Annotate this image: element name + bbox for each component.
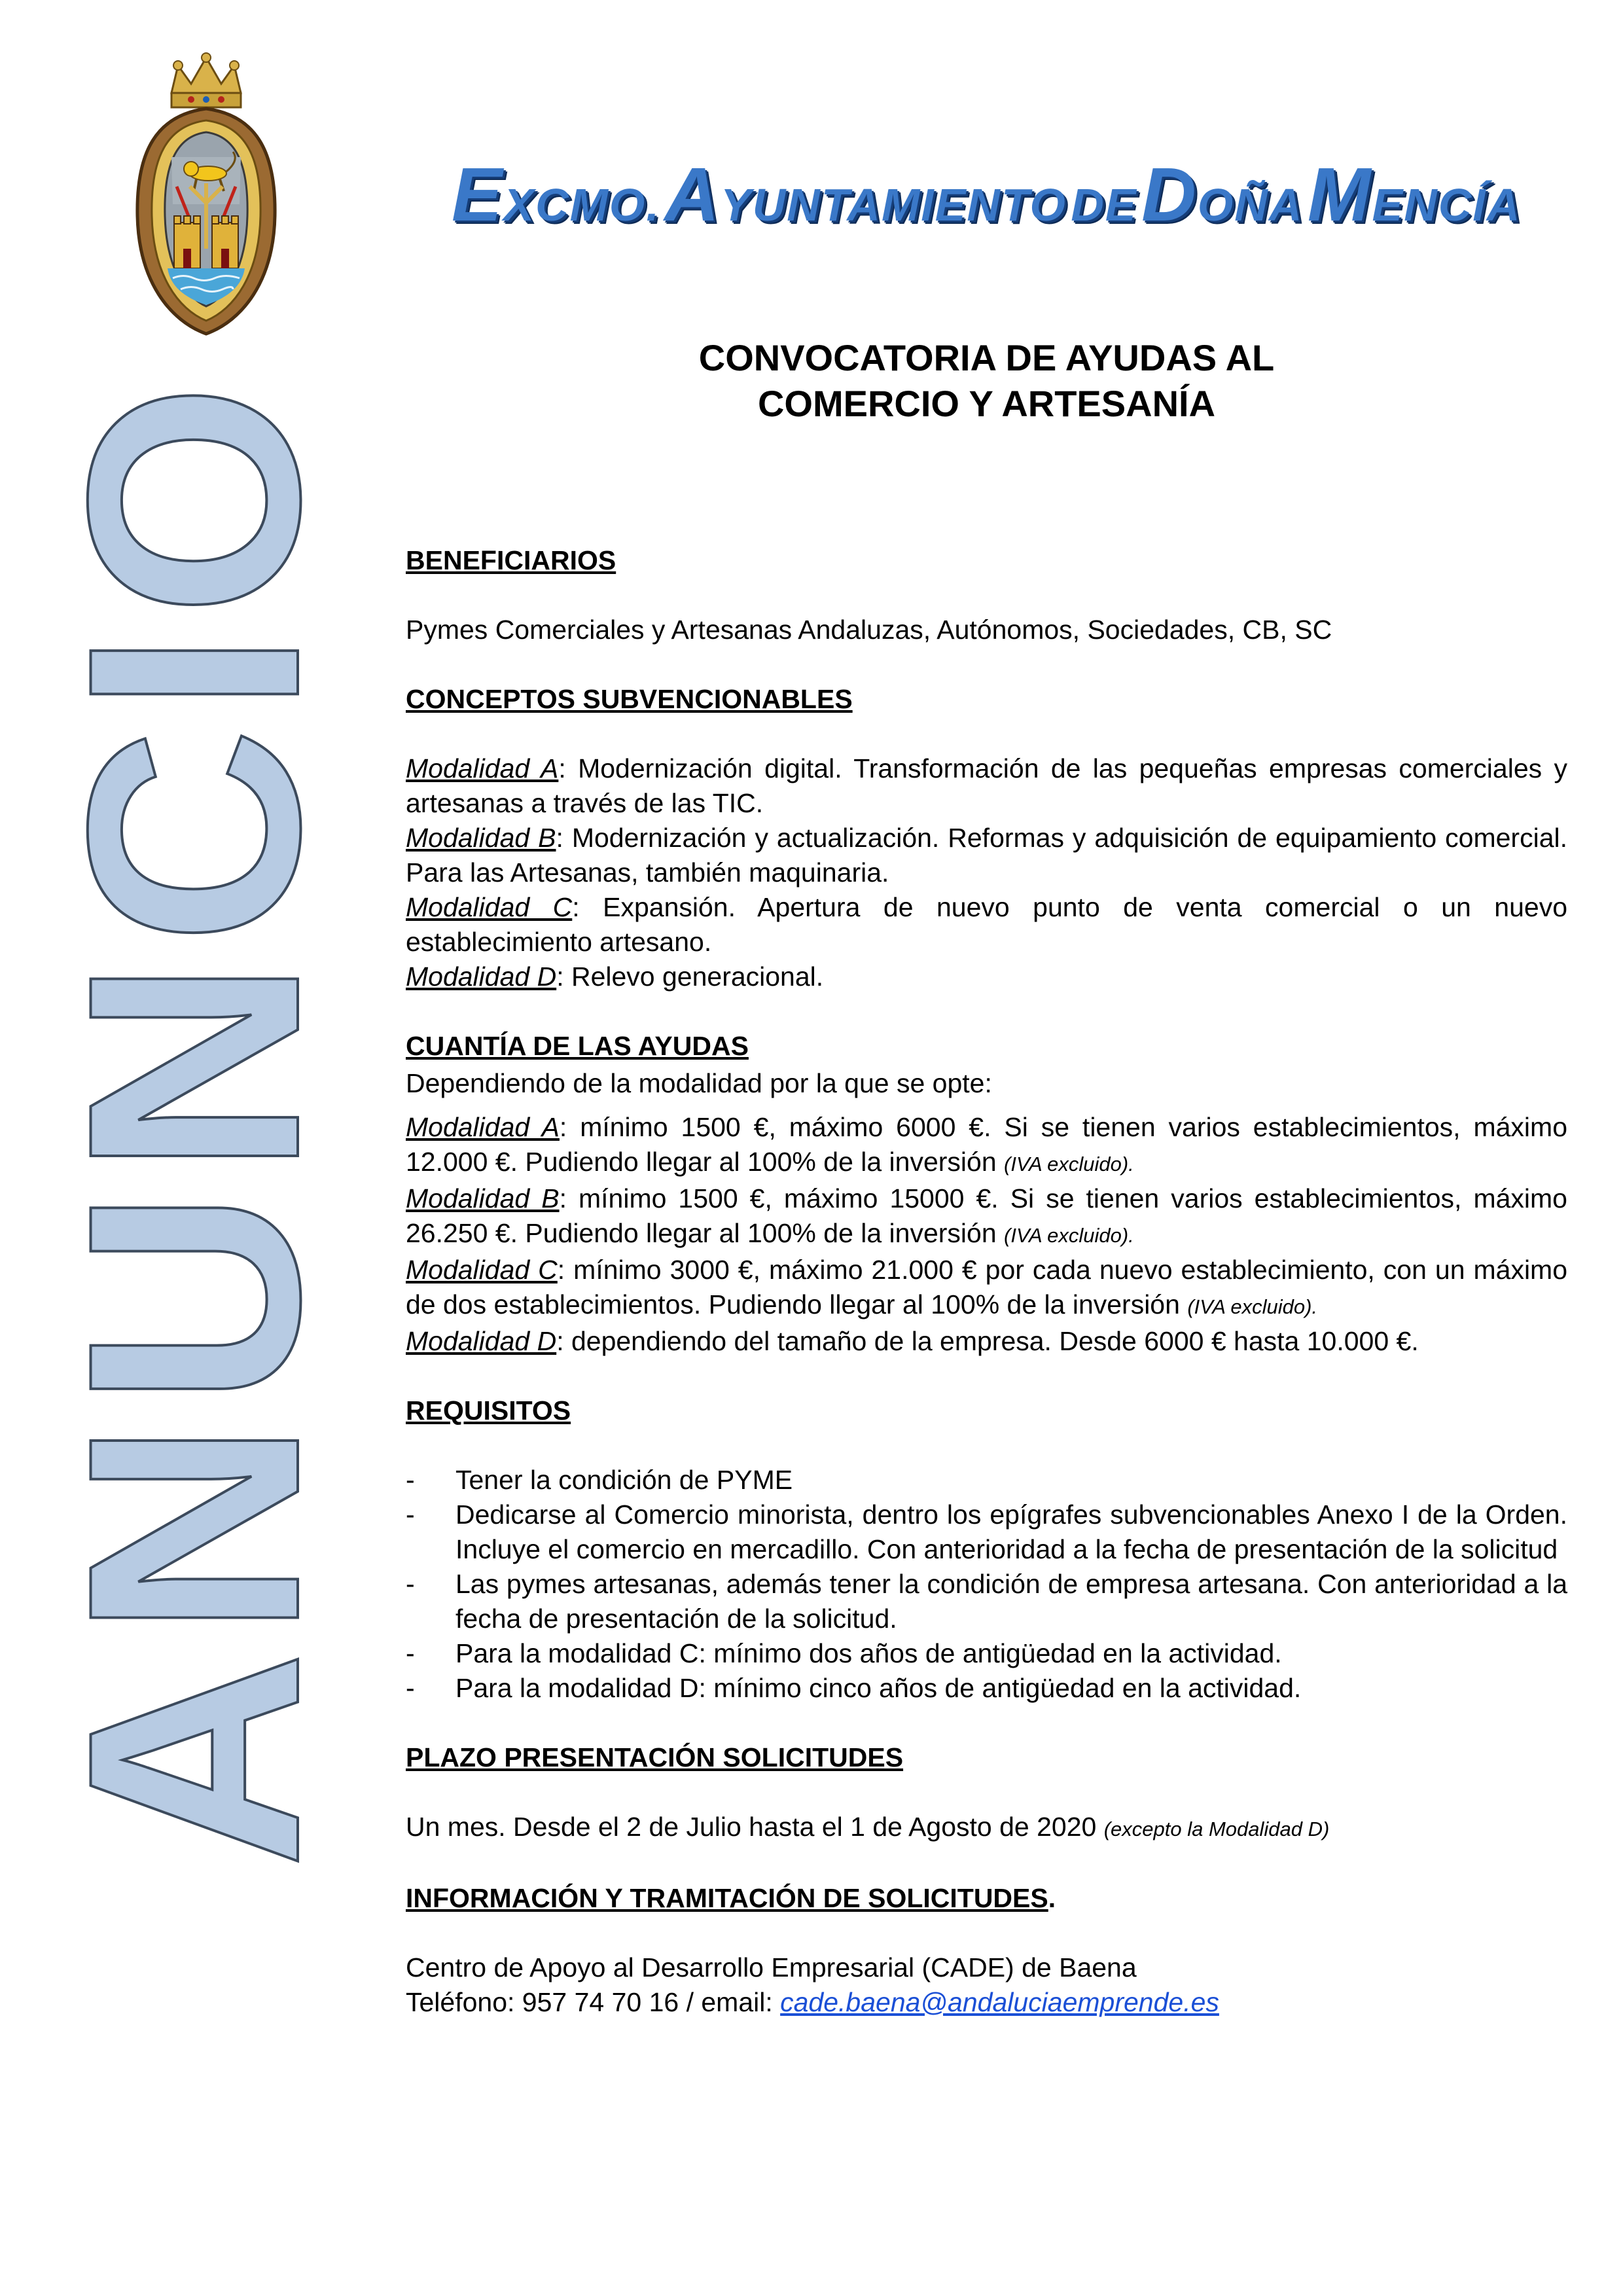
org-word-3: DE	[1071, 179, 1137, 230]
banner-letter: C	[26, 727, 362, 945]
list-item: - Dedicarse al Comercio minorista, dentro los epígrafes subvencionables Anexo I de la Orden. Incluye el comercio en mercadillo. Con anterioridad a la fecha de presentación de la solicitud	[406, 1498, 1567, 1567]
cuantia-item: Modalidad A: mínimo 1500 €, máximo 6000 €. Si se tienen varios establecimientos, máximo 12.000 €. Pudiendo llegar al 100% de la inversión (IVA excluido).	[406, 1112, 1567, 1177]
informacion-heading-period: .	[1048, 1883, 1056, 1913]
title-line-2: COMERCIO Y ARTESANÍA	[757, 383, 1216, 424]
cuantia-item: Modalidad B: mínimo 1500 €, máximo 15000 €. Si se tienen varios establecimientos, máximo 26.250 €. Pudiendo llegar al 100% de la inversión (IVA excluido).	[406, 1183, 1567, 1248]
list-item: - Tener la condición de PYME	[406, 1463, 1567, 1498]
concepto-item: Modalidad A: Modernización digital. Transformación de las pequeñas empresas comerciales y artesanas a través de las TIC.	[406, 753, 1567, 818]
banner-letter: N	[26, 1420, 362, 1638]
org-word-4: DOÑA	[1141, 152, 1304, 237]
beneficiarios-text: Pymes Comerciales y Artesanas Andaluzas, Autónomos, Sociedades, CB, SC	[406, 615, 1332, 645]
tower-icon	[174, 216, 200, 268]
organization-name	[452, 151, 1577, 249]
org-word-1: EXCMO.	[452, 152, 660, 237]
plazo-text: Un mes. Desde el 2 de Julio hasta el 1 de Agosto de 2020 (excepto la Modalidad D)	[406, 1812, 1330, 1842]
list-item: - Para la modalidad C: mínimo dos años de antigüedad en la actividad.	[406, 1636, 1567, 1671]
banner-text	[26, 383, 362, 1869]
cuantia-intro: Dependiendo de la modalidad por la que se opte:	[406, 1068, 992, 1098]
banner-letter: A	[26, 1651, 362, 1869]
list-item: - Para la modalidad D: mínimo cinco años de antigüedad en la actividad.	[406, 1671, 1567, 1706]
banner-letter: O	[26, 383, 362, 617]
email-link[interactable]: cade.baena@andaluciaemprende.es	[780, 1987, 1219, 2017]
title-line-1: CONVOCATORIA DE AYUDAS AL	[698, 337, 1275, 378]
cuantia-item: Modalidad C: mínimo 3000 €, máximo 21.000 € por cada nuevo establecimiento, con un máximo de dos establecimientos. Pudiendo llegar al 100% de la inversión (IVA excluido).	[406, 1255, 1568, 1319]
banner-letter: I	[26, 630, 362, 715]
concepto-item: Modalidad B: Modernización y actualización. Reformas y adquisición de equipamiento comercial. Para las Artesanas, también maquinaria.	[406, 823, 1567, 888]
org-word-5: MENCÍA	[1307, 152, 1522, 237]
coat-of-arms-icon	[131, 52, 281, 340]
list-item: - Las pymes artesanas, además tener la condición de empresa artesana. Con anterioridad a la fecha de presentación de la solicitud.	[406, 1567, 1567, 1636]
crown-icon	[171, 53, 241, 107]
anuncio-banner	[26, 367, 373, 1937]
beneficiarios-heading: BENEFICIARIOS	[406, 545, 616, 575]
informacion-heading: INFORMACIÓN Y TRAMITACIÓN DE SOLICITUDES	[406, 1883, 1048, 1913]
concepto-item: Modalidad D: Relevo generacional.	[406, 961, 824, 992]
org-word-2: AYUNTAMIENTO	[664, 152, 1067, 237]
page-title	[406, 335, 1567, 427]
plazo-heading: PLAZO PRESENTACIÓN SOLICITUDES	[406, 1742, 904, 1772]
banner-letter: N	[26, 958, 362, 1176]
cade-line: Centro de Apoyo al Desarrollo Empresarial (CADE) de Baena	[406, 1952, 1137, 1982]
requisitos-heading: REQUISITOS	[406, 1395, 571, 1426]
concepto-item: Modalidad C: Expansión. Apertura de nuevo punto de venta comercial o un nuevo establecimiento artesano.	[406, 892, 1568, 957]
banner-letter: U	[26, 1189, 362, 1407]
contact-line	[406, 1985, 1567, 2020]
requisitos-list	[406, 1463, 1567, 1706]
tower-icon	[212, 216, 238, 268]
announcement-body	[406, 543, 1567, 2020]
cuantia-heading: CUANTÍA DE LAS AYUDAS	[406, 1031, 749, 1061]
cuantia-item: Modalidad D: dependiendo del tamaño de la empresa. Desde 6000 € hasta 10.000 €.	[406, 1326, 1419, 1356]
phone-text: Teléfono: 957 74 70 16 / email:	[406, 1987, 781, 2017]
conceptos-heading: CONCEPTOS SUBVENCIONABLES	[406, 684, 853, 714]
